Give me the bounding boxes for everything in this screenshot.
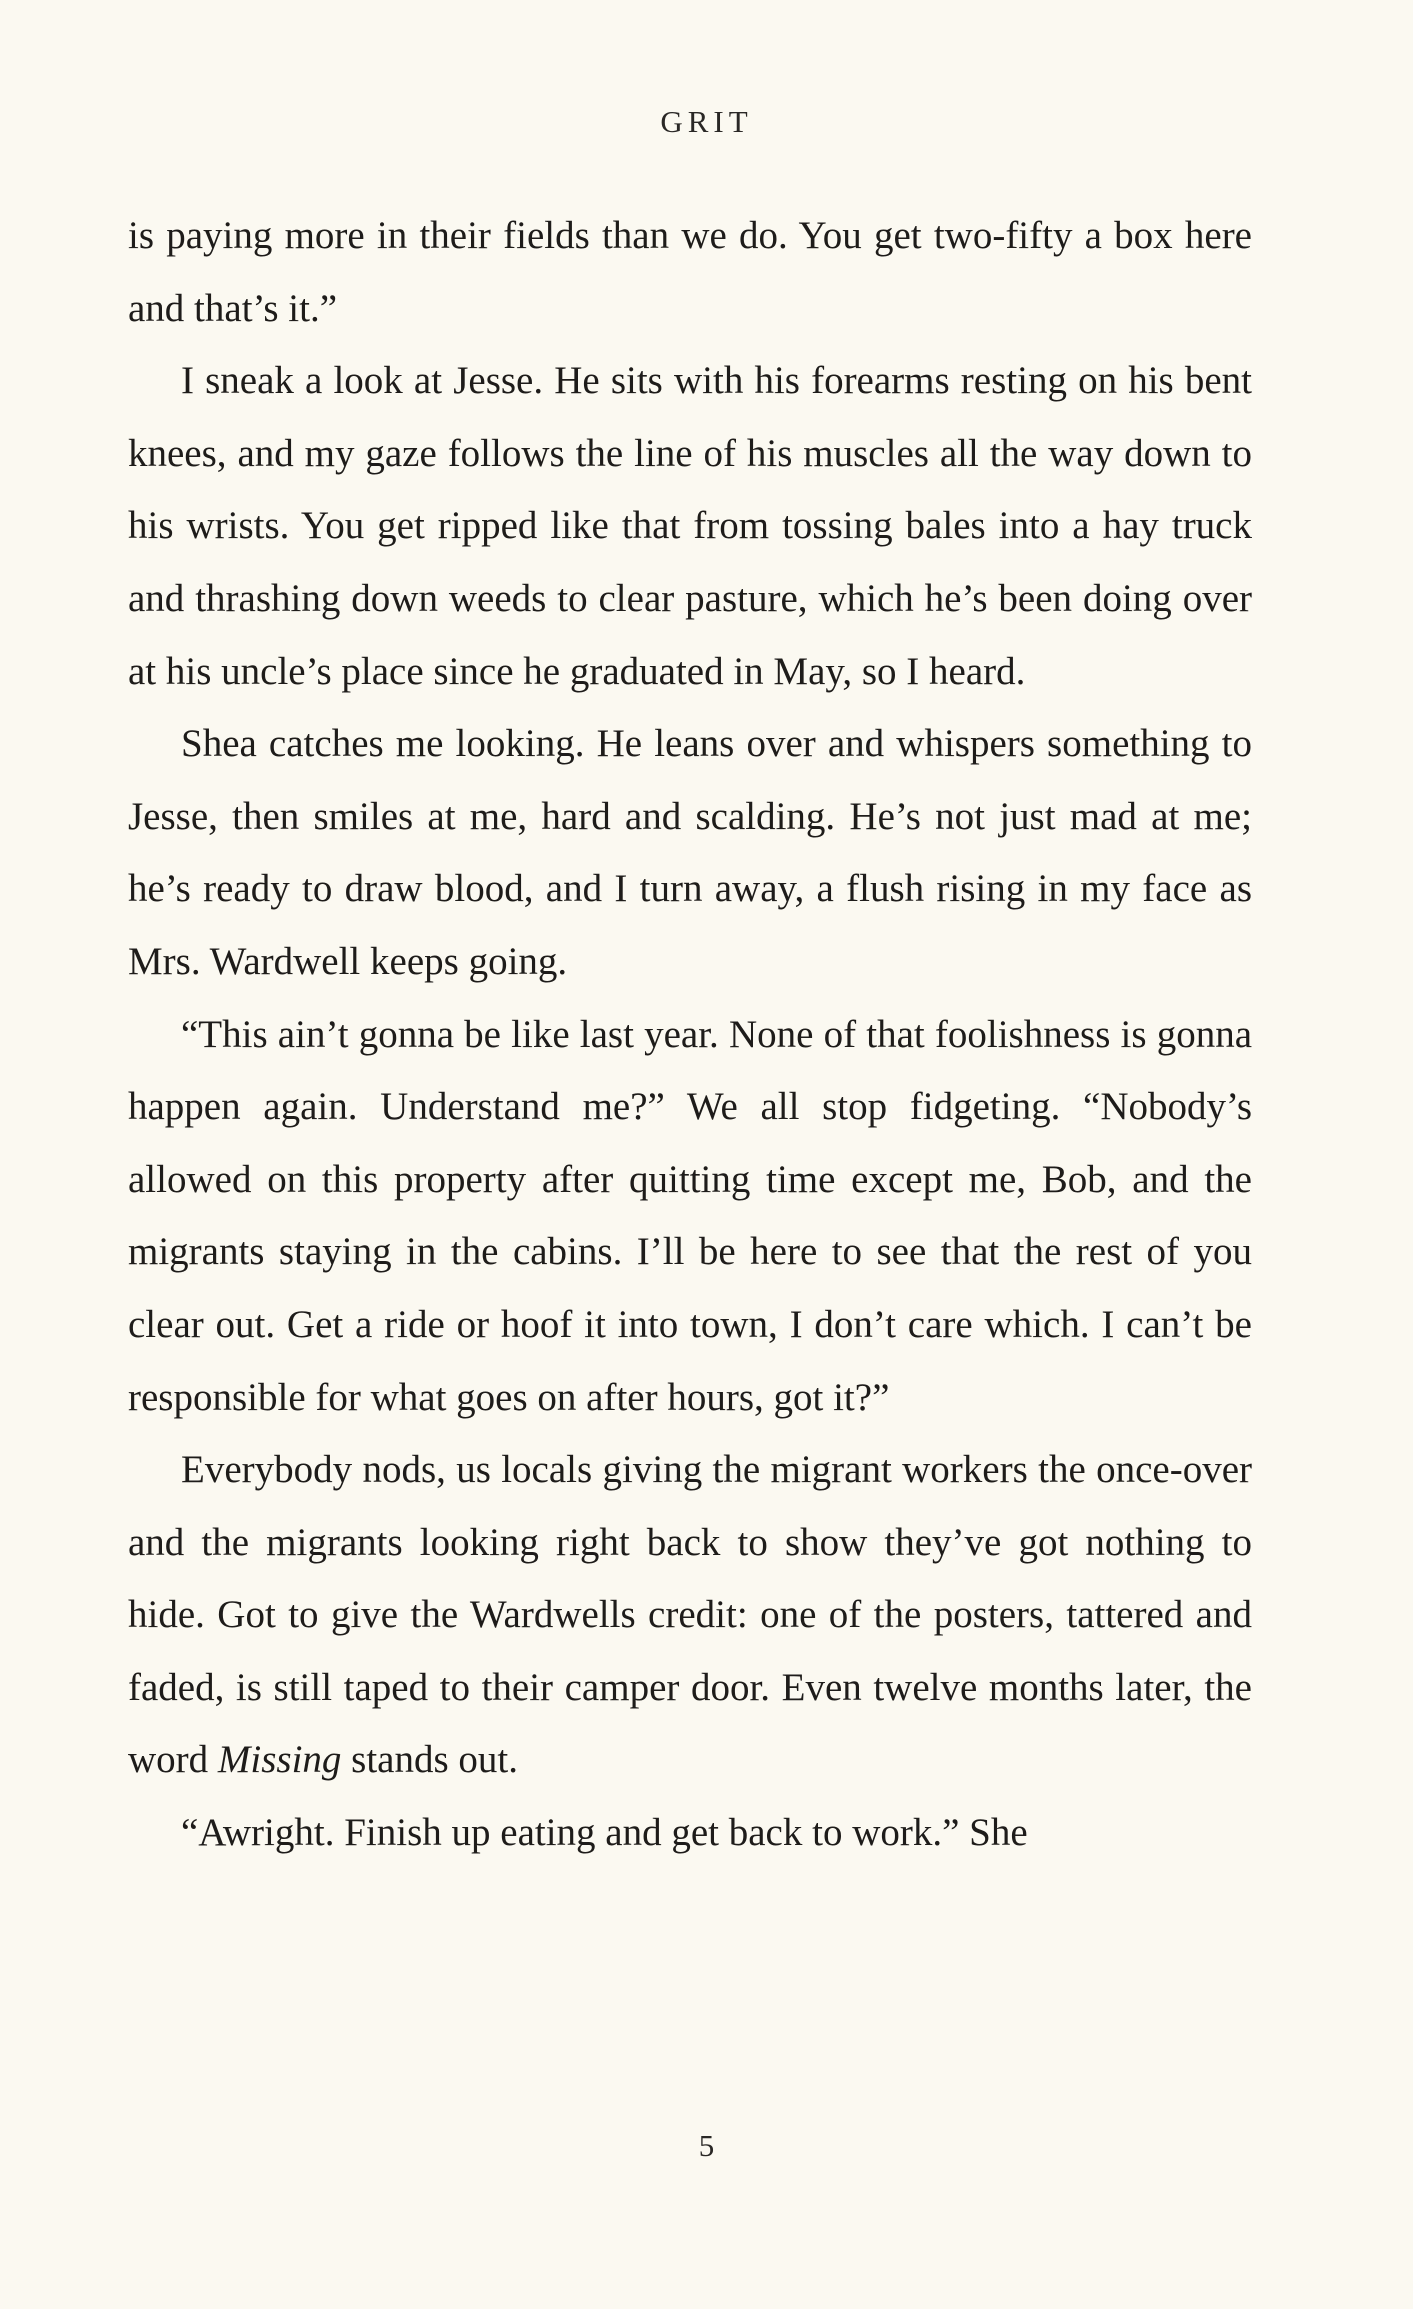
body-text bbox=[128, 200, 1252, 1870]
page-number: 5 bbox=[698, 2128, 715, 2163]
paragraph-5 bbox=[128, 1434, 1252, 1797]
emphasized-word: Missing bbox=[217, 1738, 342, 1782]
paragraph-5-text-before: Everybody nods, us locals giving the migrant workers the once-over and the migrants looking right back to show they’ve got nothing to hide. Got to give the Wardwells credit: one of the posters, tattered and faded, is still taped to their camper door. Even twelve months later, the word bbox=[128, 1448, 1252, 1782]
paragraph-5-text-after: stands out. bbox=[341, 1738, 519, 1782]
running-head: GRIT bbox=[660, 104, 753, 139]
paragraph-2: I sneak a look at Jesse. He sits with his forearms resting on his bent knees, and my gaze follows the line of his muscles all the way down to his wrists. You get ripped like that from tossing bales into a hay truck and thrashing down weeds to clear pasture, which he’s been doing over at his uncle’s place since he graduated in May, so I heard. bbox=[128, 359, 1252, 693]
paragraph-4: “This ain’t gonna be like last year. None of that foolishness is gonna happen again. Understand me?” We all stop fidgeting. “Nobody’s allowed on this property after quitting time except me, Bob, and the migrants staying in the cabins. I’ll be here to see that the rest of you clear out. Get a ride or hoof it into town, I don’t care which. I can’t be responsible for what goes on after hours, got it?” bbox=[128, 1012, 1252, 1419]
paragraph-6: “Awright. Finish up eating and get back to work.” She bbox=[181, 1811, 1028, 1855]
paragraph-1: is paying more in their fields than we do. You get two-fifty a box here and that’s it.” bbox=[128, 214, 1252, 330]
paragraph-3: Shea catches me looking. He leans over and whispers something to Jesse, then smiles at me, hard and scalding. He’s not just mad at me; he’s ready to draw blood, and I turn away, a flush rising in my face as Mrs. Wardwell keeps going. bbox=[128, 722, 1252, 983]
